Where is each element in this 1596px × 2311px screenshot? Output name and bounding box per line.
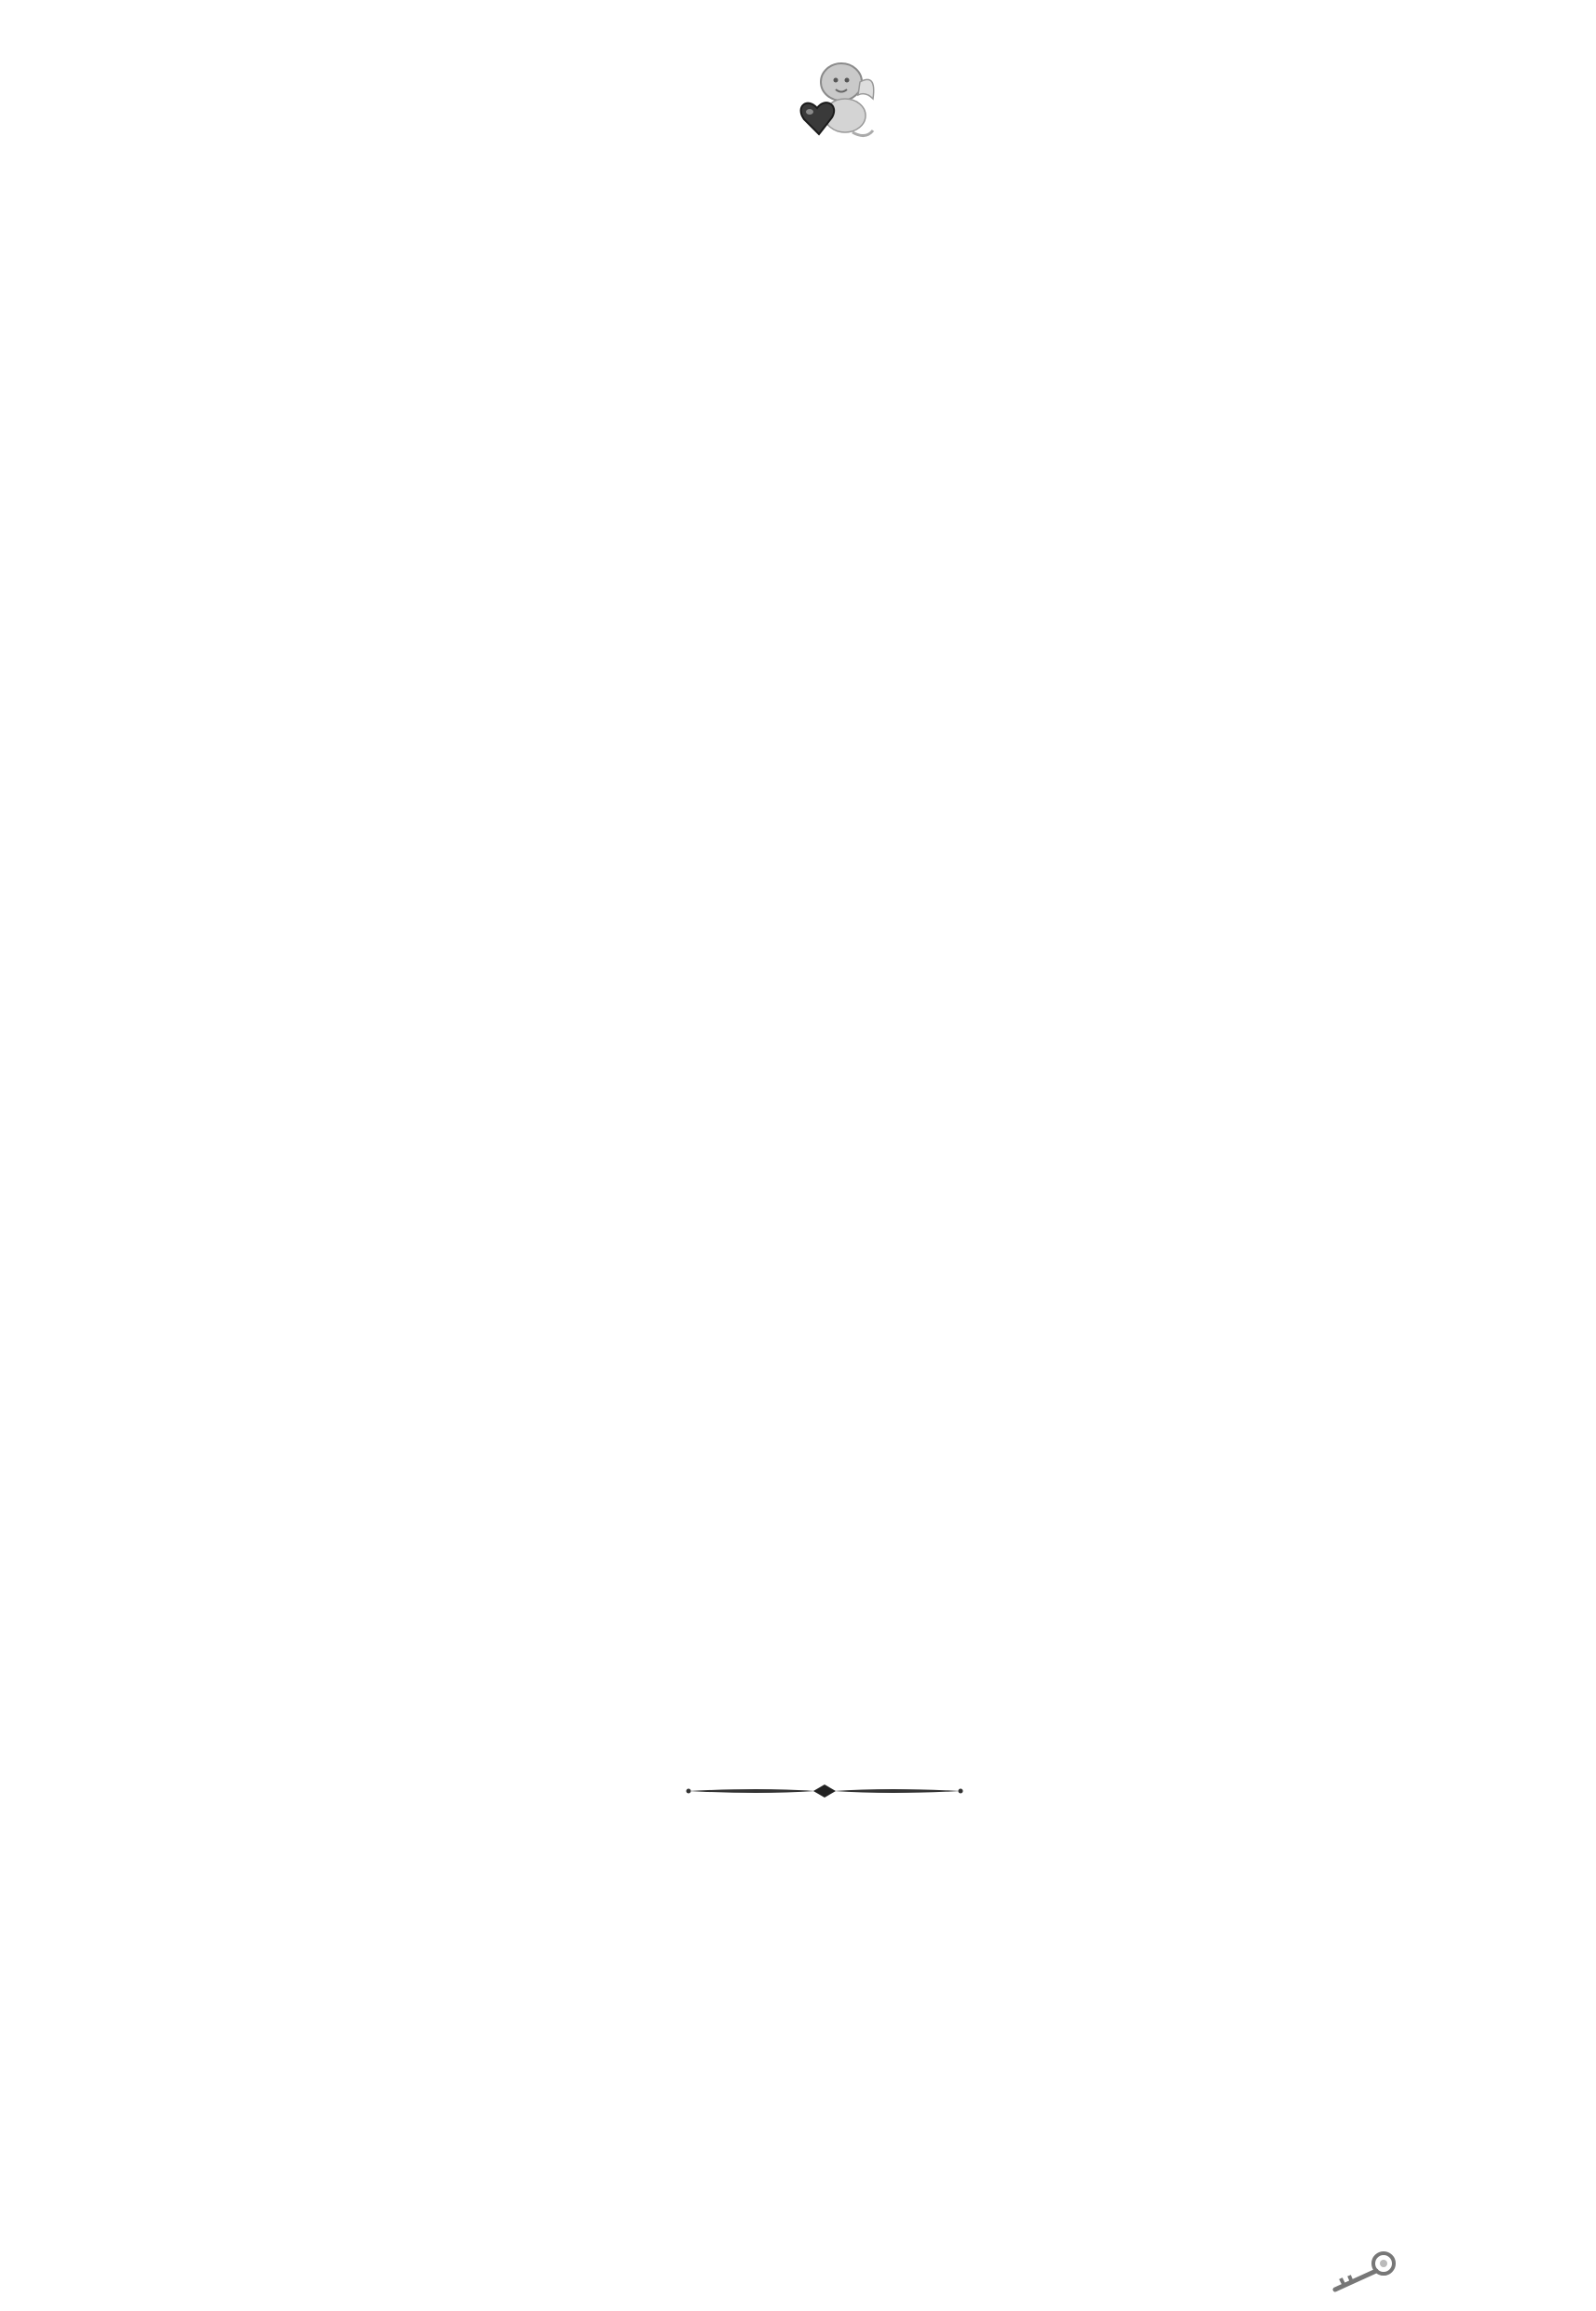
body-text-section-two — [278, 1845, 1414, 2208]
ornamental-divider-icon — [685, 1782, 964, 1800]
text-line — [278, 2136, 1414, 2208]
key-icon — [1326, 2249, 1400, 2295]
section-two-first-line — [278, 1845, 1414, 1918]
text-line — [278, 1990, 1414, 2063]
text-line — [278, 2063, 1414, 2136]
text-line — [278, 1918, 1414, 1990]
page-footer — [1281, 2244, 1400, 2300]
cherub-heart-icon — [787, 54, 880, 147]
